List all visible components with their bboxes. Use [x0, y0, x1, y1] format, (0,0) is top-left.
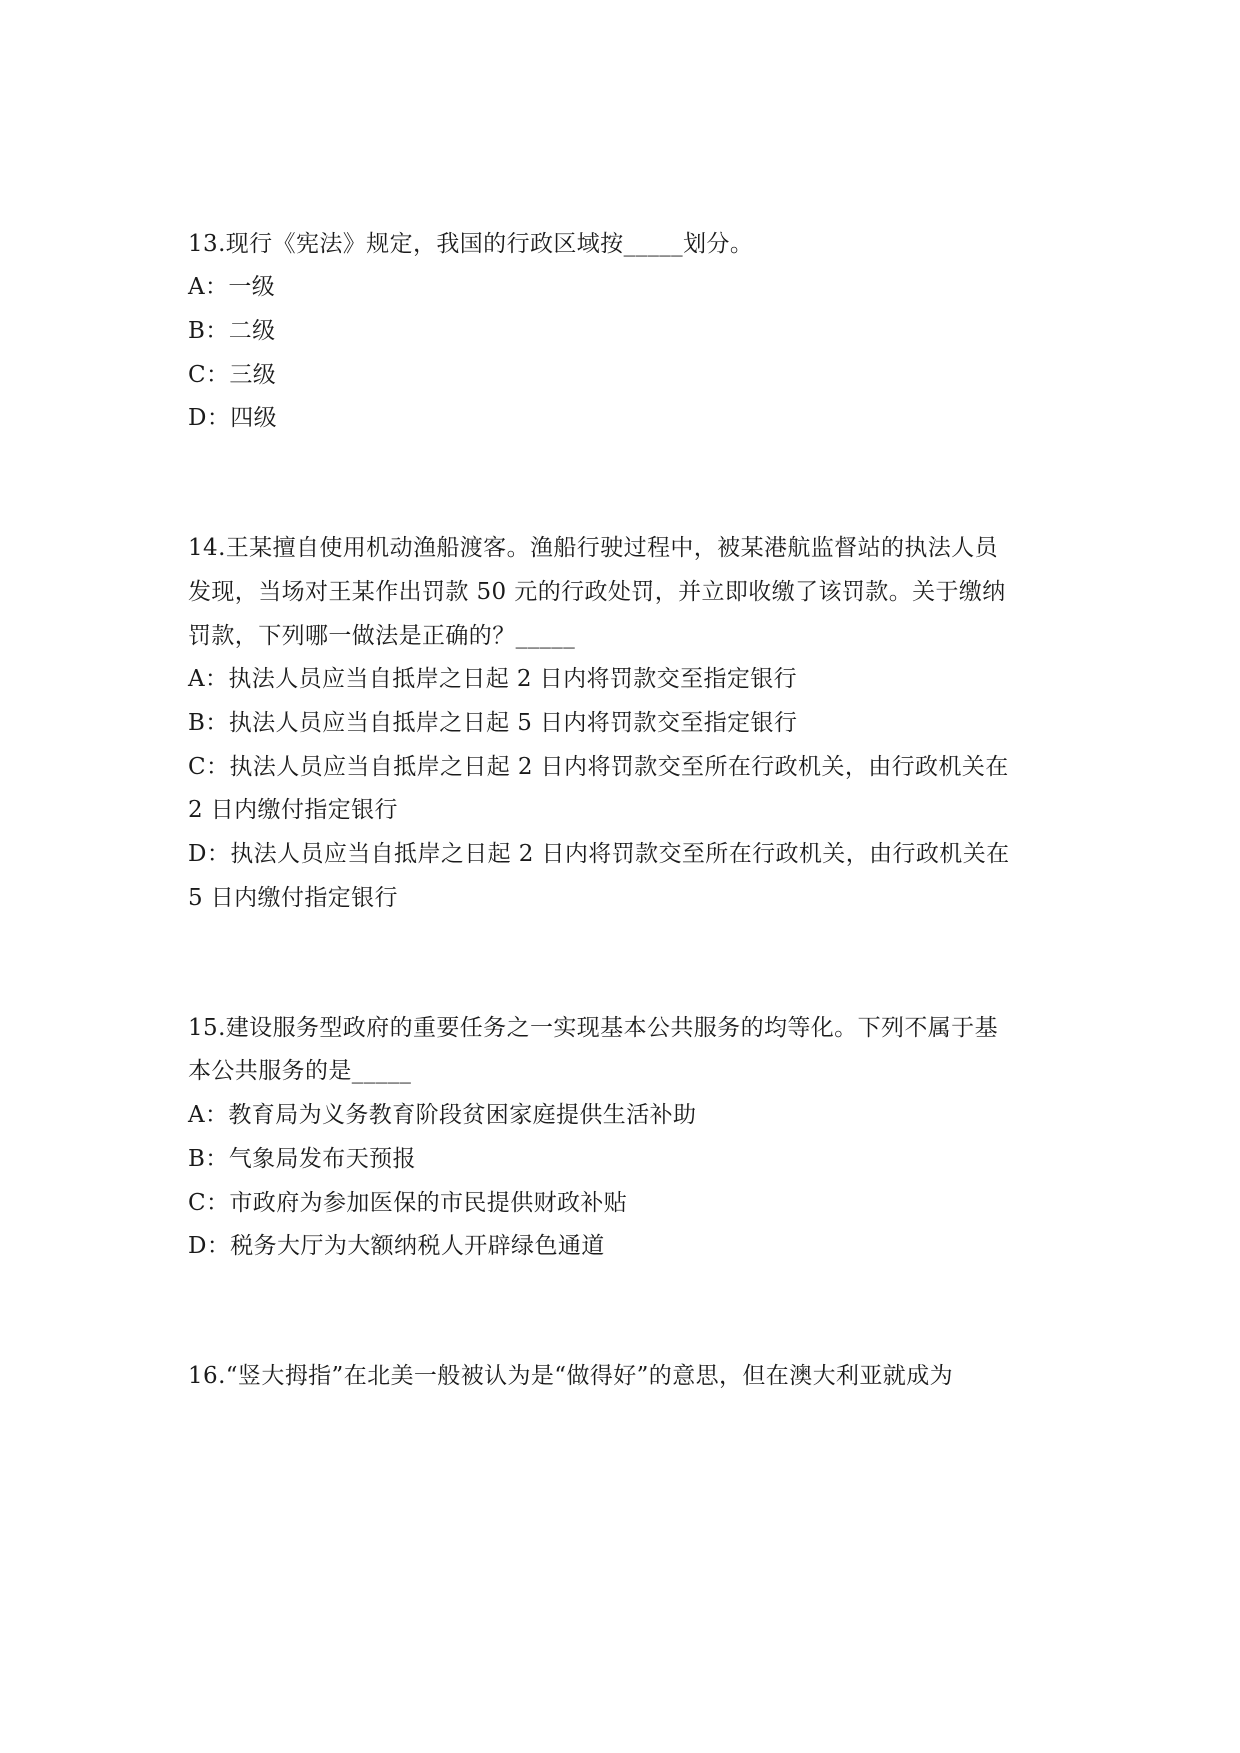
question-13-option-c: C：三级: [188, 362, 277, 388]
question-13-option-b: B：二级: [188, 318, 276, 344]
question-14-option-c-line-2: 2 日内缴付指定银行: [188, 797, 398, 823]
question-14-stem-line-3: 罚款，下列哪一做法是正确的？_____: [188, 623, 576, 649]
question-15-stem-line-2: 本公共服务的是_____: [188, 1058, 412, 1084]
question-14-option-b: B：执法人员应当自抵岸之日起 5 日内将罚款交至指定银行: [188, 710, 798, 736]
question-14-option-a: A：执法人员应当自抵岸之日起 2 日内将罚款交至指定银行: [188, 666, 798, 692]
question-14-option-c-line-1: C：执法人员应当自抵岸之日起 2 日内将罚款交至所在行政机关，由行政机关在: [188, 754, 1009, 780]
question-15-option-c: C：市政府为参加医保的市民提供财政补贴: [188, 1190, 628, 1216]
question-14-stem-line-2: 发现，当场对王某作出罚款 50 元的行政处罚，并立即收缴了该罚款。关于缴纳: [188, 579, 1006, 605]
question-15-option-b: B：气象局发布天预报: [188, 1146, 416, 1172]
question-14-stem-line-1: 14.王某擅自使用机动渔船渡客。渔船行驶过程中，被某港航监督站的执法人员: [188, 535, 998, 561]
question-14-option-d-line-2: 5 日内缴付指定银行: [188, 885, 398, 911]
question-15-option-d: D：税务大厅为大额纳税人开辟绿色通道: [188, 1233, 605, 1259]
question-15-option-a: A：教育局为义务教育阶段贫困家庭提供生活补助: [188, 1102, 697, 1128]
question-13-stem: 13.现行《宪法》规定，我国的行政区域按_____划分。: [188, 231, 754, 257]
question-13-option-d: D：四级: [188, 405, 278, 431]
question-14-option-d-line-1: D：执法人员应当自抵岸之日起 2 日内将罚款交至所在行政机关，由行政机关在: [188, 841, 1010, 867]
question-15-stem-line-1: 15.建设服务型政府的重要任务之一实现基本公共服务的均等化。下列不属于基: [188, 1015, 998, 1041]
question-13-option-a: A：一级: [188, 274, 276, 300]
question-16-stem-line-1: 16.“竖大拇指”在北美一般被认为是“做得好”的意思，但在澳大利亚就成为: [188, 1363, 954, 1389]
